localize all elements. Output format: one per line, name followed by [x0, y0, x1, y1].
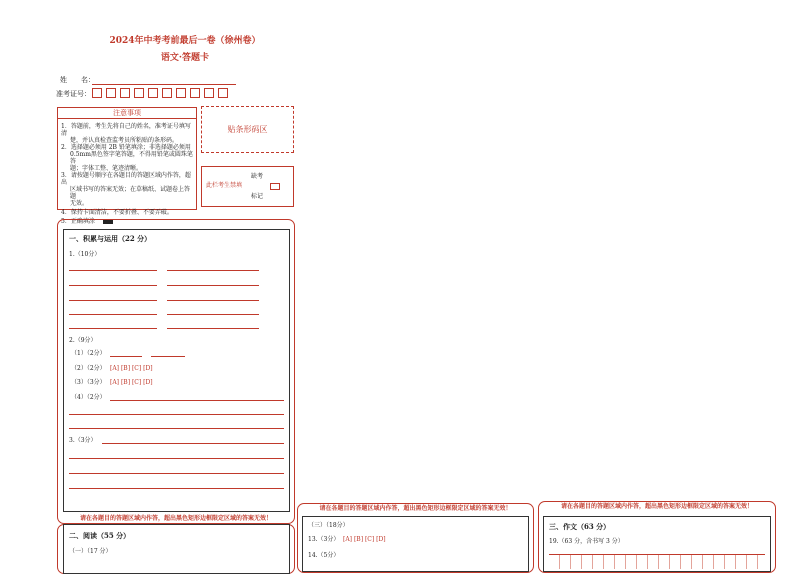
- notice-line-fill-example: 5．正确填涂: [61, 218, 193, 225]
- col3-box: [543, 516, 771, 572]
- option-c: [C]: [364, 536, 375, 543]
- notice-box: [57, 107, 197, 225]
- absent-checkbox[interactable]: [270, 183, 280, 190]
- answer-line[interactable]: [69, 428, 284, 429]
- warning-text: 请在各题目的答题区域内作答，超出黑色矩形边框限定区域的答案无效！: [560, 503, 753, 510]
- absent-box: [201, 166, 294, 207]
- option-b: [B]: [353, 536, 364, 543]
- name-label: 姓 名：: [60, 76, 95, 84]
- q13-label: 13.（3分）: [308, 536, 340, 543]
- section2-part1: （一）（17 分）: [69, 548, 112, 555]
- answer-line[interactable]: [167, 300, 259, 301]
- answer-line[interactable]: [69, 488, 284, 489]
- section2-heading: 二、阅读（55 分）: [69, 531, 131, 540]
- q14-label: 14.（5分）: [308, 552, 340, 559]
- col3-heading: 三、作文（63 分）: [549, 522, 611, 531]
- answer-line[interactable]: [69, 414, 284, 415]
- q2-4-label: （4）（2分）: [71, 394, 106, 401]
- page-subtitle: 语文·答题卡: [160, 53, 210, 63]
- part3-label: （三）（18分）: [308, 522, 349, 529]
- option-b: [B]: [120, 365, 131, 372]
- warning-text: 请在各题目的答题区域内作答，超出黑色矩形边框限定区域的答案无效！: [319, 505, 512, 512]
- answer-line[interactable]: [102, 443, 284, 444]
- answer-line[interactable]: [167, 328, 259, 329]
- q1-label: 1.（10分）: [69, 251, 101, 258]
- absent-note: 此栏考生禁填: [206, 182, 243, 189]
- answer-line[interactable]: [69, 300, 157, 301]
- q3-label: 3.（3分）: [69, 437, 97, 444]
- option-d: [D]: [376, 536, 386, 543]
- answer-line[interactable]: [167, 314, 259, 315]
- option-a: [A]: [110, 365, 120, 372]
- answer-line[interactable]: [69, 458, 284, 459]
- notice-line: 1．答题前，考生先将自己的姓名，准考证号填写清: [61, 123, 191, 137]
- q2-1-label: （1）（2分）: [71, 350, 106, 357]
- answer-line[interactable]: [69, 285, 157, 286]
- q2-2-options[interactable]: [110, 365, 153, 372]
- absent-label-top: 缺考: [251, 173, 264, 180]
- notice-line: 2．选择题必须用 2B 铅笔填涂；非选择题必须用: [61, 144, 191, 151]
- notice-line: 3．请按题号顺序在各题目的答题区域内作答，超出: [61, 172, 191, 186]
- q2-3-options[interactable]: [110, 379, 153, 386]
- answer-line[interactable]: [110, 356, 142, 357]
- q13-options[interactable]: [343, 536, 386, 543]
- page-title: 2024年中考考前最后一卷（徐州卷）: [109, 36, 261, 46]
- option-c: [C]: [131, 365, 142, 372]
- option-b: [B]: [120, 379, 131, 386]
- section1-box: [63, 229, 290, 512]
- exam-id-label: 准考证号：: [56, 90, 91, 98]
- answer-line[interactable]: [151, 356, 185, 357]
- name-field[interactable]: [92, 84, 236, 85]
- answer-line[interactable]: [167, 270, 259, 271]
- absent-label-bottom: 标记: [251, 193, 264, 200]
- section1-heading: 一、积累与运用（22 分）: [69, 234, 152, 243]
- notice-line: 题；字体工整、笔迹清晰。: [70, 165, 143, 172]
- exam-id-field[interactable]: [92, 88, 242, 98]
- notice-line: 区域书写的答案无效；在草稿纸、试题卷上答题: [70, 186, 191, 200]
- option-c: [C]: [131, 379, 142, 386]
- option-a: [A]: [343, 536, 353, 543]
- notice-line: 0.5mm黑色签字笔答题，不得用铅笔或圆珠笔答: [70, 151, 193, 165]
- notice-line: 无效。: [70, 200, 89, 207]
- warning-text: 请在各题目的答题区域内作答，超出黑色矩形边框限定区域的答案无效！: [79, 515, 272, 522]
- notice-line: 4．保持卡面清洁，不要折叠、不要弄破。: [61, 209, 173, 216]
- answer-line[interactable]: [69, 270, 157, 271]
- barcode-label: 贴条形码区: [227, 125, 268, 134]
- notice-line: 楚，并认真检查监考员所粘贴的条形码。: [70, 137, 179, 144]
- col2-box: [302, 516, 529, 572]
- q2-2-label: （2）（2分）: [71, 365, 106, 372]
- answer-line[interactable]: [110, 400, 284, 401]
- answer-line[interactable]: [69, 314, 157, 315]
- option-d: [D]: [143, 379, 153, 386]
- notice-title: 注意事项: [58, 108, 196, 119]
- q2-3-label: （3）（3分）: [71, 379, 106, 386]
- answer-line[interactable]: [69, 328, 157, 329]
- option-a: [A]: [110, 379, 120, 386]
- q19-label: 19.（63 分，含书写 3 分）: [549, 538, 624, 545]
- section2-box: [63, 524, 290, 574]
- q2-label: 2.（9分）: [69, 337, 97, 344]
- answer-line[interactable]: [69, 473, 284, 474]
- answer-line[interactable]: [167, 285, 259, 286]
- barcode-area: [201, 106, 294, 153]
- option-d: [D]: [143, 365, 153, 372]
